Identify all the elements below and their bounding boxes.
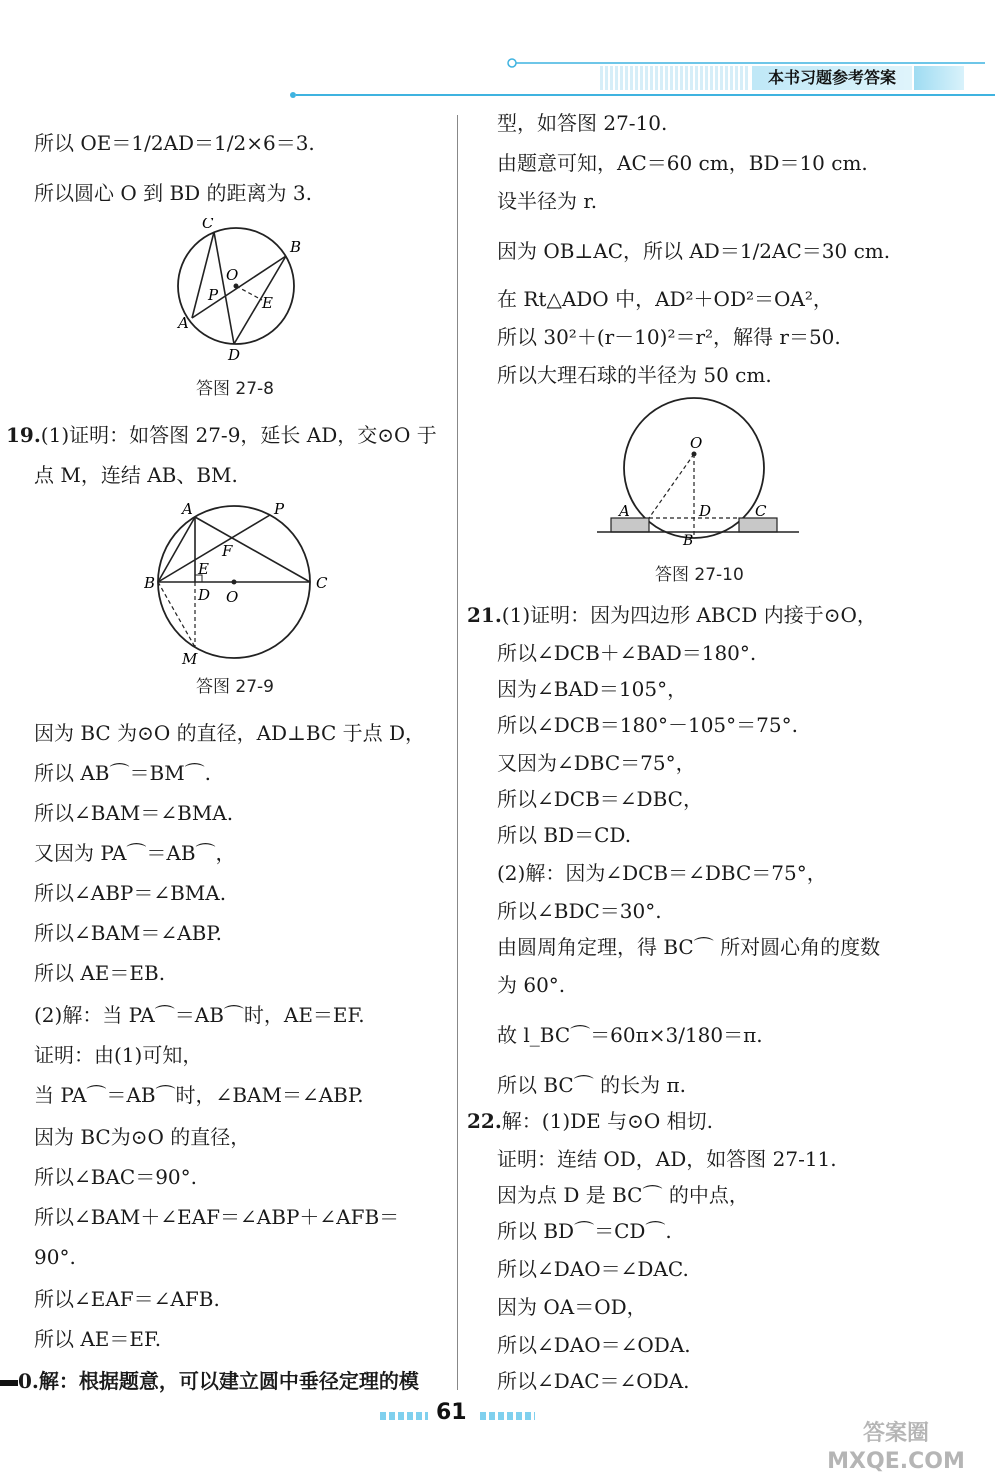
- label-C: C: [202, 218, 214, 232]
- label-P: P: [274, 500, 285, 518]
- text-line: 所以∠BAM＝∠ABP.: [34, 921, 223, 945]
- label-M: M: [182, 650, 198, 668]
- text-line: 所以 OE＝1/2AD＝1/2×6＝3.: [34, 131, 315, 155]
- text-line: 因为 BC 为⊙O 的直径，AD⊥BC 于点 D，: [34, 721, 426, 745]
- label-O: O: [226, 266, 239, 284]
- text-line: 由圆周角定理，得 BC⌒ 所对圆心角的度数: [497, 935, 881, 959]
- text-line: 又因为∠DBC＝75°，: [497, 751, 696, 775]
- text-line: (2)解：因为∠DCB＝∠DBC＝75°，: [497, 861, 827, 885]
- label-A: A: [182, 500, 193, 518]
- label-O: O: [690, 434, 703, 452]
- text-line: 所以 AB⌒＝BM⌒.: [34, 761, 212, 785]
- label-D: D: [198, 586, 211, 604]
- text-line: 型，如答图 27-10.: [497, 111, 668, 135]
- text-line: 所以 BC⌒ 的长为 π.: [497, 1073, 686, 1097]
- page-header: [0, 0, 1000, 110]
- label-O: O: [226, 588, 239, 606]
- text-line: 所以∠BDC＝30°.: [497, 899, 662, 923]
- label-B: B: [290, 238, 302, 256]
- text-line: 因为∠BAD＝105°，: [497, 677, 688, 701]
- problem-number-21: 21.: [467, 603, 502, 627]
- watermark: 答案圈 MXQE.COM: [827, 1421, 965, 1474]
- footer-decoration-right: [480, 1412, 535, 1420]
- caption-27-9: 答图 27-9: [196, 677, 274, 697]
- text-line: 所以 BD⌒＝CD⌒.: [497, 1219, 672, 1243]
- label-B: B: [683, 533, 694, 546]
- figure-27-8: [174, 218, 314, 368]
- text-line: 所以∠DCB＋∠BAD＝180°.: [497, 641, 757, 665]
- figure-27-9: [144, 500, 354, 670]
- label-D: D: [228, 346, 241, 364]
- label-F: F: [222, 542, 233, 560]
- figure-27-10: [597, 396, 807, 546]
- text-line: 所以∠BAC＝90°.: [34, 1165, 198, 1189]
- label-D: D: [699, 502, 712, 520]
- text-line: 所以∠DCB＝180°－105°＝75°.: [497, 713, 798, 737]
- header-title: 本书习题参考答案: [752, 66, 912, 90]
- text-line: 所以∠ABP＝∠BMA.: [34, 881, 227, 905]
- label-A: A: [178, 314, 189, 332]
- label-B: B: [144, 574, 156, 592]
- text-line: 所以大理石球的半径为 50 cm.: [497, 363, 772, 387]
- text-line: 解：(1)DE 与⊙O 相切.: [501, 1109, 713, 1133]
- text-line: 证明：由(1)可知，: [34, 1043, 203, 1067]
- text-line: 为 60°.: [497, 973, 566, 997]
- text-line: 故 l_BC⌒＝60π×3/180＝π.: [497, 1023, 763, 1047]
- text-line: 证明：连结 OD，AD，如答图 27-11.: [497, 1147, 837, 1171]
- header-stripe-right: [914, 66, 964, 90]
- problem-number-19: 19.: [6, 423, 41, 447]
- label-E: E: [262, 294, 273, 312]
- text-line: 所以∠DAO＝∠DAC.: [497, 1257, 689, 1281]
- cut-off-number-mark: [0, 1380, 18, 1386]
- text-line: 所以∠DAO＝∠ODA.: [497, 1333, 691, 1357]
- text-line: 0.解：根据题意，可以建立圆中垂径定理的模: [18, 1369, 419, 1393]
- label-A: A: [619, 502, 630, 520]
- text-line: 因为 OA＝OD，: [497, 1295, 647, 1319]
- label-C: C: [316, 574, 328, 592]
- text-line: (1)证明：如答图 27-9，延长 AD，交⊙O 于: [40, 423, 437, 447]
- text-line: 所以 BD＝CD.: [497, 823, 632, 847]
- text-line: 所以∠DAC＝∠ODA.: [497, 1369, 690, 1393]
- label-E: E: [198, 560, 209, 578]
- caption-27-10: 答图 27-10: [655, 565, 744, 585]
- label-C: C: [755, 502, 767, 520]
- text-line: 所以 30²＋(r－10)²＝r²，解得 r＝50.: [497, 325, 841, 349]
- text-line: 90°.: [34, 1245, 76, 1269]
- text-line: 所以∠EAF＝∠AFB.: [34, 1287, 220, 1311]
- text-line: 又因为 PA⌒＝AB⌒，: [34, 841, 236, 865]
- text-line: 所以∠BAM＝∠BMA.: [34, 801, 234, 825]
- problem-number-22: 22.: [467, 1109, 502, 1133]
- text-line: 因为 BC为⊙O 的直径，: [34, 1125, 251, 1149]
- header-stripe: [600, 66, 750, 90]
- text-line: 当 PA⌒＝AB⌒时，∠BAM＝∠ABP.: [34, 1083, 364, 1107]
- text-line: 点 M，连结 AB、BM.: [34, 463, 238, 487]
- text-line: 所以 AE＝EB.: [34, 961, 166, 985]
- text-line: (2)解：当 PA⌒＝AB⌒时，AE＝EF.: [34, 1003, 365, 1027]
- text-line: 设半径为 r.: [497, 189, 598, 213]
- text-line: 所以圆心 O 到 BD 的距离为 3.: [34, 181, 312, 205]
- text-line: 所以∠BAM＋∠EAF＝∠ABP＋∠AFB＝: [34, 1205, 400, 1229]
- text-line: 所以 AE＝EF.: [34, 1327, 162, 1351]
- text-line: 因为 OB⊥AC，所以 AD＝1/2AC＝30 cm.: [497, 239, 891, 263]
- page-number: 61: [436, 1400, 467, 1425]
- text-line: 所以∠DCB＝∠DBC，: [497, 787, 703, 811]
- label-P: P: [208, 286, 219, 304]
- text-line: 在 Rt△ADO 中，AD²＋OD²＝OA²，: [497, 287, 833, 311]
- column-divider: [457, 115, 458, 1390]
- footer-decoration-left: [380, 1412, 428, 1420]
- text-line: (1)证明：因为四边形 ABCD 内接于⊙O，: [501, 603, 877, 627]
- header-rule: [0, 0, 1000, 110]
- text-line: 因为点 D 是 BC⌒ 的中点，: [497, 1183, 749, 1207]
- text-line: 由题意可知，AC＝60 cm，BD＝10 cm.: [497, 151, 868, 175]
- caption-27-8: 答图 27-8: [196, 379, 274, 399]
